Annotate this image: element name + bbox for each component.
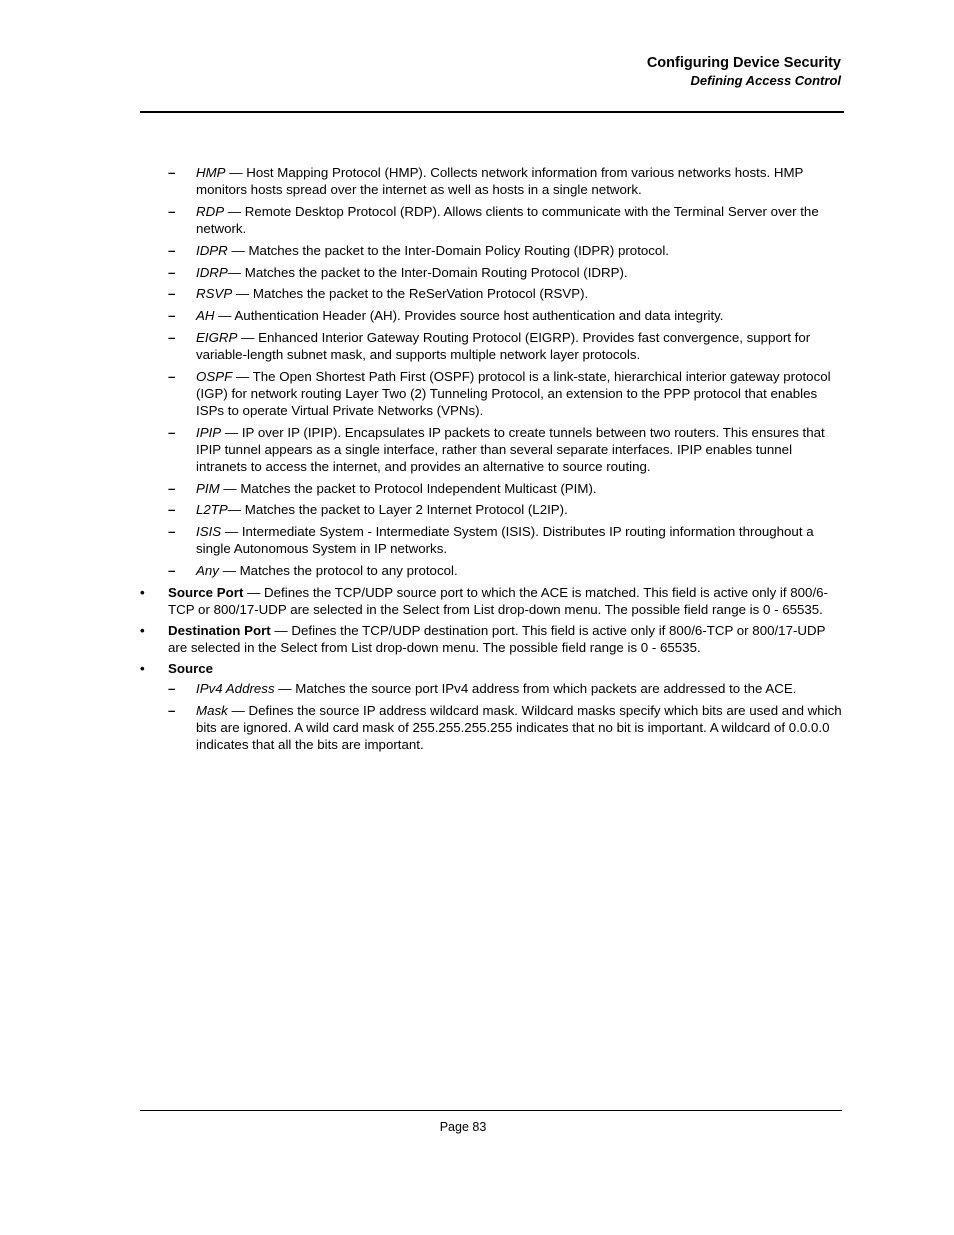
item-term: RSVP	[196, 286, 233, 302]
item-term: EIGRP	[196, 329, 238, 345]
dash-marker: –	[168, 203, 176, 219]
bullet-marker: •	[140, 622, 145, 638]
list-item-ipv4-address	[140, 680, 842, 697]
dash-marker: –	[168, 563, 176, 579]
dash-marker: –	[168, 165, 176, 180]
dash-marker: –	[168, 502, 176, 518]
field-text: — Defines the TCP/UDP source port to which the ACE is matched. This field is active only if 800/6-TCP or 800/17-UDP are selected in the Select from List drop-down menu. The possible field range is 0 - 65535.	[168, 584, 828, 617]
item-text: — Defines the source IP address wildcard mask. Wildcard masks specify which bits are used and which bits are ignored. A wild card mask of 255.255.255.255 indicates that no bit is important. A wildcard of 0.0.0.0 indicates that all the bits are important.	[196, 702, 842, 753]
list-item-any	[140, 562, 842, 579]
item-text: — Authentication Header (AH). Provides source host authentication and data integrity.	[214, 307, 724, 323]
item-term: RDP	[196, 203, 225, 219]
item-text: — Matches the packet to the Inter-Domain Policy Routing (IDPR) protocol.	[227, 242, 669, 258]
chapter-title: Configuring Device Security	[646, 55, 841, 71]
item-text: — Host Mapping Protocol (HMP). Collects network information from various networks hosts. HMP monitors hosts spread over the internet as well as hosts in a single network.	[196, 165, 804, 198]
item-text: — Remote Desktop Protocol (RDP). Allows clients to communicate with the Terminal Server over the network.	[196, 203, 819, 237]
list-item-isis	[140, 523, 842, 557]
item-text: — Matches the packet to the ReSerVation Protocol (RSVP).	[232, 286, 589, 302]
field-term: Source	[168, 660, 214, 676]
running-header	[647, 54, 841, 90]
dash-marker: –	[168, 286, 176, 302]
list-item-idpr	[140, 242, 842, 259]
list-item-mask	[140, 702, 842, 754]
item-text: — Enhanced Interior Gateway Routing Protocol (EIGRP). Provides fast convergence, support for variable-length subnet mask, and supports multiple network layer protocols.	[196, 329, 811, 362]
list-item-hmp	[140, 164, 842, 198]
list-item-idrp	[140, 264, 842, 281]
item-text: — Matches the packet to Protocol Independent Multicast (PIM).	[219, 480, 597, 496]
field-destination-port	[140, 622, 842, 656]
dash-marker: –	[168, 480, 176, 496]
dash-marker: –	[168, 681, 176, 697]
item-term: IPIP	[196, 424, 222, 440]
item-text: — Intermediate System - Intermediate System (ISIS). Distributes IP routing information throughout a single Autonomous System in IP networks.	[196, 524, 814, 557]
item-text: — Matches the packet to the Inter-Domain Routing Protocol (IDRP).	[227, 264, 628, 280]
dash-marker: –	[168, 307, 176, 323]
item-term: Any	[196, 563, 219, 579]
list-item-rsvp	[140, 285, 842, 302]
list-item-pim	[140, 480, 842, 497]
dash-marker: –	[168, 368, 176, 384]
footer-divider	[140, 1110, 842, 1111]
field-term: Destination Port	[168, 622, 271, 638]
item-text: — Matches the protocol to any protocol.	[218, 563, 458, 579]
list-item-eigrp	[140, 329, 842, 363]
header-divider	[140, 111, 844, 113]
item-term: AH	[196, 307, 215, 323]
list-item-l2tp	[140, 501, 842, 518]
item-term: ISIS	[196, 524, 222, 540]
dash-marker: –	[168, 329, 176, 345]
item-text: — Matches the source port IPv4 address from which packets are addressed to the ACE.	[274, 681, 797, 697]
item-term: Mask	[196, 702, 228, 718]
item-term: IDRP	[196, 264, 228, 280]
item-term: IDPR	[196, 242, 228, 258]
item-text: — The Open Shortest Path First (OSPF) protocol is a link-state, hierarchical interior gateway protocol (IGP) for network routing Layer Two (2) Tunneling Protocol, an extension to the PPP protocol that enables ISPs to operate Virtual Private Networks (VPNs).	[196, 368, 831, 418]
page-number: Page 83	[439, 1120, 487, 1134]
list-item-ah	[140, 307, 842, 324]
field-source	[140, 660, 842, 677]
field-term: Source Port	[168, 584, 244, 600]
item-text: — IP over IP (IPIP). Encapsulates IP packets to create tunnels between two routers. This ensures that IPIP tunnel appears as a single interface, rather than several separate interfaces. IPIP enables tunnel intranets to access the internet, and provides an alternative to source routing.	[196, 424, 825, 475]
dash-marker: –	[168, 702, 176, 718]
dash-marker: –	[168, 524, 176, 540]
list-item-rdp	[140, 203, 842, 237]
section-title: Defining Access Control	[690, 73, 841, 88]
bullet-marker: •	[140, 584, 145, 600]
item-term: PIM	[196, 480, 220, 496]
item-text: — Matches the packet to Layer 2 Internet Protocol (L2IP).	[227, 502, 568, 518]
item-term: IPv4 Address	[196, 681, 275, 697]
dash-marker: –	[168, 424, 176, 440]
item-term: OSPF	[196, 368, 233, 384]
item-term: HMP	[196, 165, 226, 180]
body-content	[140, 164, 842, 758]
list-item-ospf	[140, 368, 842, 420]
list-item-ipip	[140, 424, 842, 476]
bullet-marker: •	[140, 660, 145, 676]
dash-marker: –	[168, 264, 176, 280]
field-source-port	[140, 584, 842, 618]
dash-marker: –	[168, 242, 176, 258]
item-term: L2TP	[196, 502, 228, 518]
field-text: — Defines the TCP/UDP destination port. This field is active only if 800/6-TCP or 800/17-UDP are selected in the Select from List drop-down menu. The possible field range is 0 - 65535.	[168, 622, 826, 655]
